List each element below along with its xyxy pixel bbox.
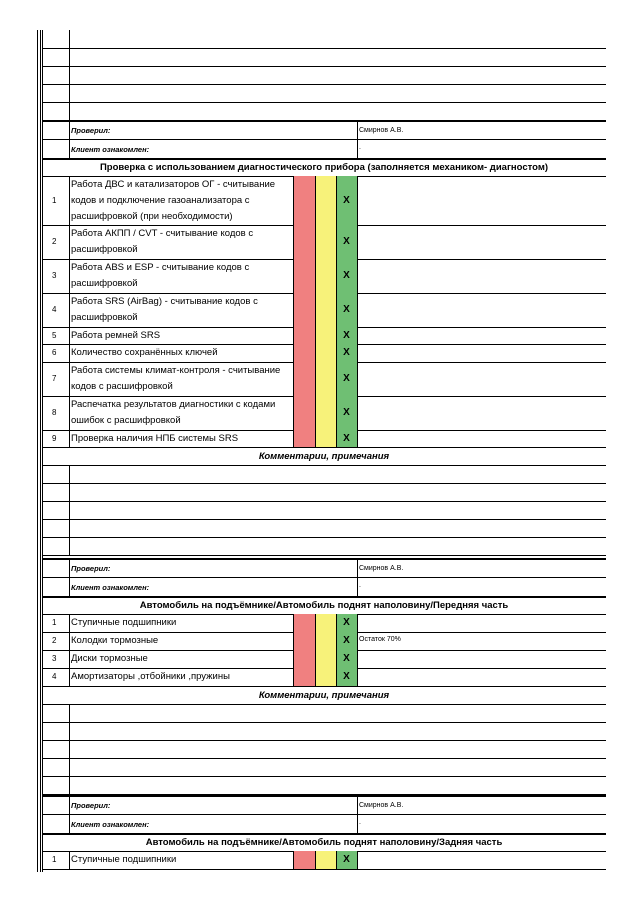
status-red-cell [293,650,315,668]
column-border [315,176,316,447]
check-mark: X [343,236,350,247]
status-yellow-cell [315,614,336,632]
status-red-cell [293,259,315,293]
client-value: . [359,819,361,826]
row-border [42,686,606,687]
row-text: Амортизаторы ,отбойники ,пружины [71,671,230,682]
status-red-cell [293,668,315,686]
row-border [42,465,606,466]
column-border [357,558,358,596]
column-border [293,176,294,447]
row-border [42,501,606,502]
row-border [42,795,606,797]
row-number: 7 [52,374,57,383]
column-border [69,851,70,869]
status-yellow-cell [315,293,336,327]
client-label: Клиент ознакомлен: [71,145,150,154]
row-border [42,833,606,835]
column-border [69,704,70,794]
row-border [42,537,606,538]
column-border [357,120,358,158]
column-border [69,795,70,833]
row-border [42,776,606,777]
check-mark: X [343,432,350,444]
row-number: 1 [52,618,57,627]
status-yellow-cell [315,225,336,259]
client-label: Клиент ознакомлен: [71,820,150,829]
column-border [69,558,70,596]
row-text: Количество сохранённых ключей [71,347,218,358]
status-yellow-cell [315,176,336,225]
row-border [42,66,606,67]
row-number: 9 [52,433,57,443]
section-title: Автомобиль на подъёмнике/Автомобиль поднят наполовину/Передняя часть [139,600,509,611]
column-border [357,851,358,869]
row-border [42,704,606,705]
column-border [40,30,41,872]
status-yellow-cell [315,362,336,396]
check-mark: X [343,373,350,384]
row-number: 1 [52,855,57,864]
status-red-cell [293,430,315,447]
check-mark: X [343,304,350,315]
row-text: Ступичные подшипники [71,617,177,628]
status-yellow-cell [315,259,336,293]
row-border [42,596,606,598]
row-text: Работа ремней SRS [71,330,161,341]
row-text: Работа ABS и ESP - считывание кодов с расшифровкой [71,262,250,289]
row-number: 8 [52,408,57,417]
row-number: 1 [52,195,57,205]
column-border [336,614,337,686]
section-title: Проверка с использованием диагностического прибора (заполняется механиком- диагностом) [99,162,549,173]
row-border [42,48,606,49]
row-border [42,158,606,160]
client-label: Клиент ознакомлен: [71,583,150,592]
row-border [42,577,606,578]
row-text: Проверка наличия НПБ системы SRS [71,433,239,444]
checked-label: Проверил: [71,126,111,135]
check-mark: X [343,617,350,628]
row-text: Ступичные подшипники [71,854,177,865]
row-border [42,84,606,85]
row-number: 2 [52,237,57,246]
column-border [69,30,70,120]
check-mark: X [343,194,350,206]
status-yellow-cell [315,396,336,430]
row-text: Работа ДВС и катализаторов ОГ - считывание кодов и подключение газоанализатора с расшифровкой (при необходимости) [71,179,276,222]
status-red-cell [293,176,315,225]
check-mark: X [343,653,350,664]
column-border [336,176,337,447]
column-border [357,176,358,447]
status-yellow-cell [315,851,336,869]
row-border [42,722,606,723]
row-text: Колодки тормозные [71,635,159,646]
row-number: 3 [52,271,57,280]
check-mark: X [343,329,350,341]
status-red-cell [293,327,315,344]
row-border [42,102,606,103]
row-border [42,814,606,815]
row-number: 4 [52,305,57,314]
section-title: Автомобиль на подъёмнике/Автомобиль поднят наполовину/Задняя часть [145,837,503,848]
row-border [42,447,606,448]
check-mark: X [343,671,350,682]
client-value: . [359,144,361,151]
column-border [69,465,70,555]
status-yellow-cell [315,344,336,362]
row-border [42,558,606,560]
status-yellow-cell [315,327,336,344]
row-number: 3 [52,654,57,663]
row-text: Работа SRS (AirBag) - считывание кодов с расшифровкой [71,296,258,323]
column-border [69,614,70,686]
row-text: Диски тормозные [71,653,148,664]
check-mark: X [343,270,350,281]
row-border [42,519,606,520]
column-border [315,614,316,686]
status-red-cell [293,632,315,650]
status-yellow-cell [315,668,336,686]
row-border [42,869,606,870]
row-number: 4 [52,672,57,681]
check-mark: X [343,407,350,418]
column-border [336,851,337,869]
status-yellow-cell [315,430,336,447]
column-border [293,614,294,686]
checked-label: Проверил: [71,801,111,810]
column-border [293,851,294,869]
row-number: 5 [52,330,57,340]
check-mark: X [343,854,350,865]
column-border [69,176,70,447]
row-border [42,139,606,140]
column-border [315,851,316,869]
row-text: Работа системы климат-контроля - считывание кодов с расшифровкой [71,365,281,392]
status-red-cell [293,396,315,430]
row-border [42,120,606,122]
checked-label: Проверил: [71,564,111,573]
row-number: 2 [52,636,57,645]
status-red-cell [293,614,315,632]
status-red-cell [293,293,315,327]
checked-value: Смирнов А.В. [359,802,404,809]
row-border [42,758,606,759]
checked-value: Смирнов А.В. [359,565,404,572]
column-border [69,120,70,158]
status-red-cell [293,851,315,869]
row-number: 6 [52,348,57,357]
client-value: . [359,582,361,589]
comments-title: Комментарии, примечания [258,451,390,462]
column-border [357,795,358,833]
row-border [42,483,606,484]
row-text: Работа АКПП / CVT - считывание кодов с расшифровкой [71,228,254,255]
row-text: Распечатка результатов диагностики с кодами ошибок с расшифровкой [71,399,276,426]
status-yellow-cell [315,650,336,668]
row-border [42,740,606,741]
row-note: Остаток 70% [359,636,401,643]
column-border [37,30,38,872]
comments-title: Комментарии, примечания [258,690,390,701]
row-border [42,555,606,556]
check-mark: X [343,635,350,646]
status-red-cell [293,344,315,362]
check-mark: X [343,347,350,358]
status-red-cell [293,225,315,259]
status-red-cell [293,362,315,396]
checked-value: Смирнов А.В. [359,127,404,134]
column-border [357,614,358,686]
status-yellow-cell [315,632,336,650]
